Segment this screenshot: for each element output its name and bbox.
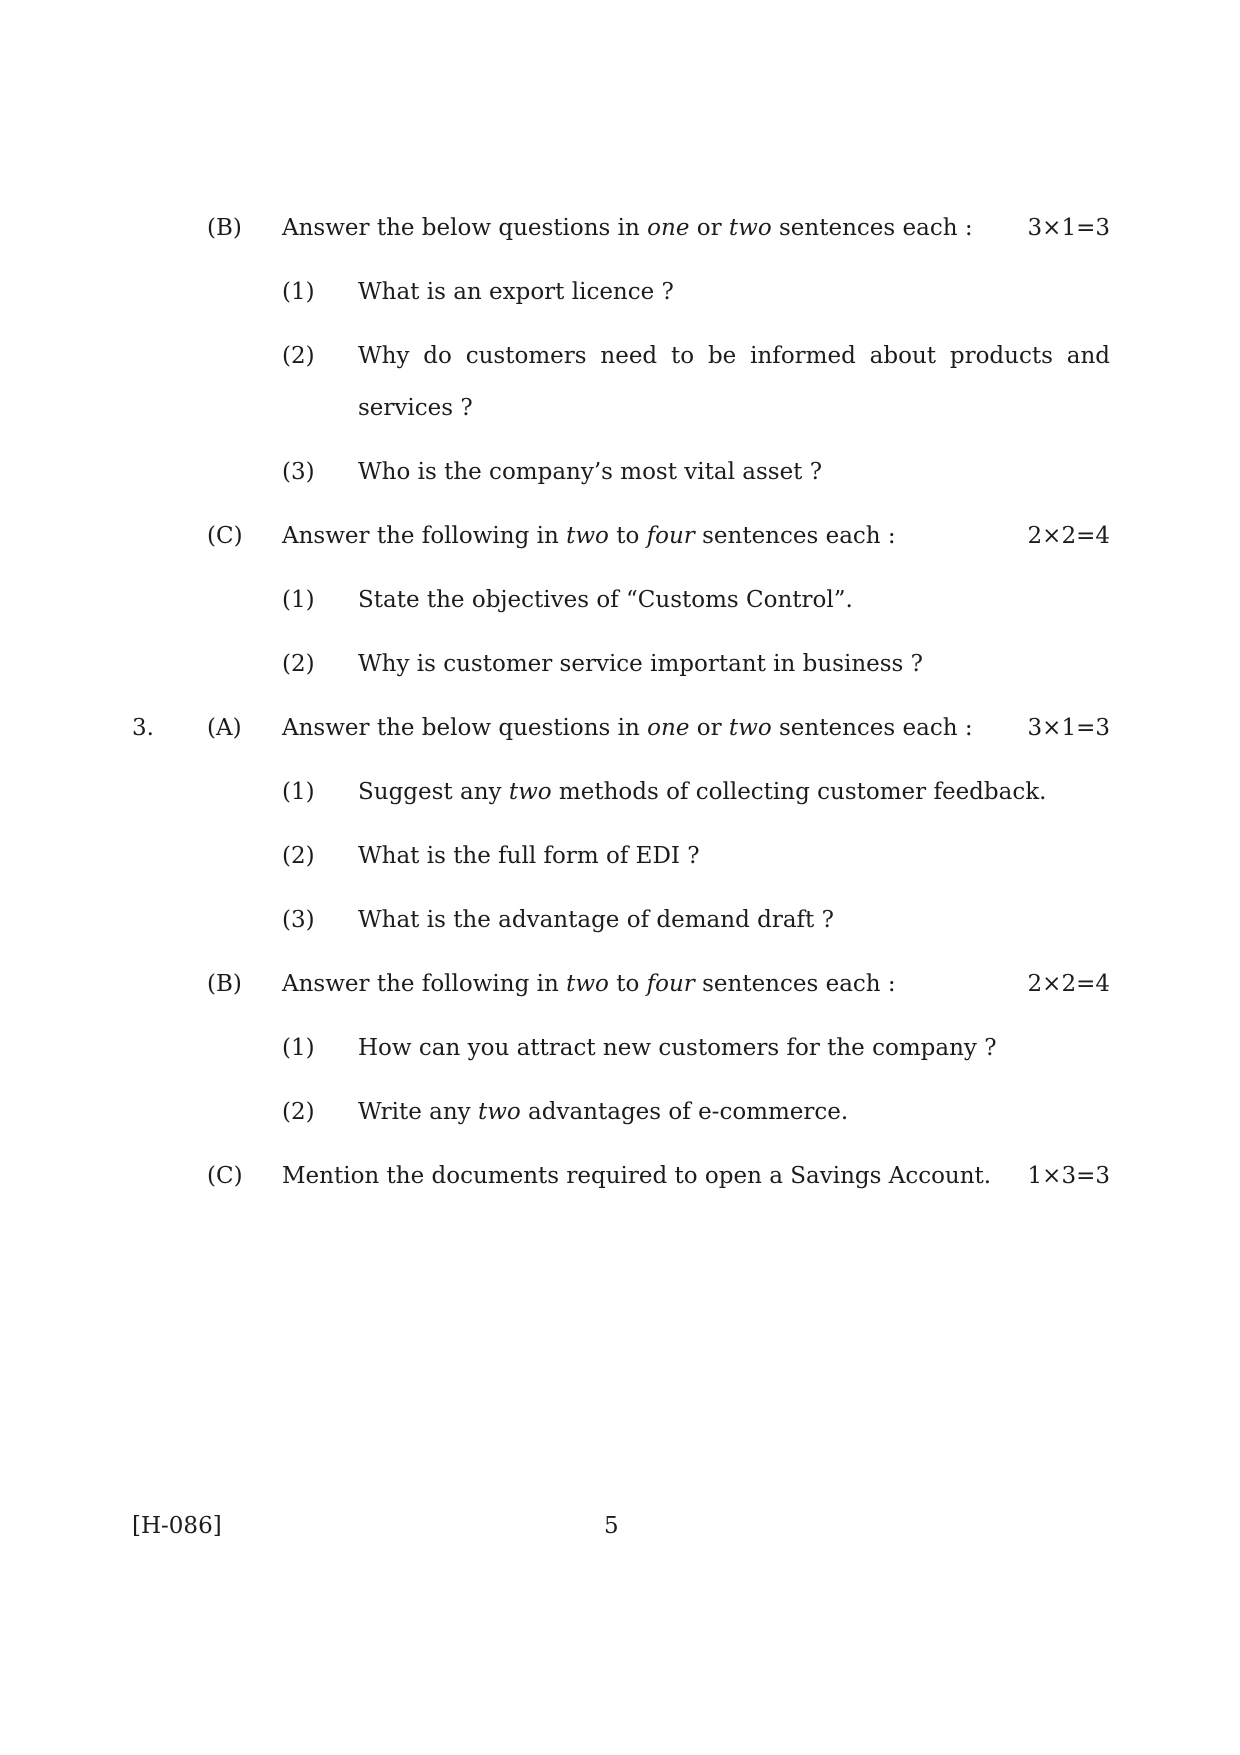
q3-b-item-2: [0, 1092, 1240, 1132]
q3-a-instruction-line: [0, 708, 1240, 748]
q3-c-instruction-line: [0, 1156, 1240, 1196]
q3-c-marks: 1×3=3: [1027, 1163, 1110, 1189]
q2-b-item-3: [0, 452, 1240, 492]
page-footer: [0, 1506, 1240, 1546]
q3-a-item-1-text: Suggest any two methods of collecting customer feedback.: [358, 779, 1047, 805]
q2-c-instruction: Answer the following in two to four sentences each :: [282, 523, 896, 549]
paper-code: [H-086]: [132, 1513, 222, 1539]
q3-a-item-3-text: What is the advantage of demand draft ?: [358, 907, 834, 933]
q2-c-item-1: [0, 580, 1240, 620]
q2-c-instruction-line: [0, 516, 1240, 556]
q3-a-item-1: [0, 772, 1240, 812]
q2-b-item-1-num: (1): [282, 279, 315, 305]
q2-b-item-2-continued: [0, 388, 1240, 428]
q3-a-label: (A): [207, 715, 242, 741]
q2-b-item-2-num: (2): [282, 343, 315, 369]
q2-b-item-1-text: What is an export licence ?: [358, 279, 674, 305]
q2-c-marks: 2×2=4: [1027, 523, 1110, 549]
q2-c-item-1-num: (1): [282, 587, 315, 613]
q3-a-item-2: [0, 836, 1240, 876]
q2-b-item-2-text-line2: services ?: [358, 395, 473, 421]
q3-b-item-1-num: (1): [282, 1035, 315, 1061]
q2-c-item-2-text: Why is customer service important in business ?: [358, 651, 924, 677]
q3-b-instruction: Answer the following in two to four sentences each :: [282, 971, 896, 997]
q3-b-marks: 2×2=4: [1027, 971, 1110, 997]
q2-b-item-1: [0, 272, 1240, 312]
q3-a-marks: 3×1=3: [1027, 715, 1110, 741]
q2-b-item-2-text-line1: Why do customers need to be informed about products and: [358, 343, 1110, 369]
q2-b-label: (B): [207, 215, 242, 241]
q3-b-label: (B): [207, 971, 242, 997]
q2-b-instruction-line: [0, 208, 1240, 248]
q2-b-instruction: Answer the below questions in one or two sentences each :: [282, 215, 973, 241]
q3-a-item-3-num: (3): [282, 907, 315, 933]
q3-b-item-2-num: (2): [282, 1099, 315, 1125]
q2-c-item-2: [0, 644, 1240, 684]
q3-a-instruction: Answer the below questions in one or two sentences each :: [282, 715, 973, 741]
q2-c-item-1-text: State the objectives of “Customs Control”.: [358, 587, 853, 613]
q3-b-item-2-text: Write any two advantages of e-commerce.: [358, 1099, 849, 1125]
q2-c-item-2-num: (2): [282, 651, 315, 677]
q3-b-item-1: [0, 1028, 1240, 1068]
q2-b-item-3-num: (3): [282, 459, 315, 485]
q2-b-item-2: [0, 336, 1240, 376]
q3-c-label: (C): [207, 1163, 243, 1189]
q3-a-item-2-text: What is the full form of EDI ?: [358, 843, 700, 869]
q3-number: 3.: [132, 715, 154, 741]
q3-b-instruction-line: [0, 964, 1240, 1004]
q3-a-item-1-num: (1): [282, 779, 315, 805]
q2-b-item-3-text: Who is the company’s most vital asset ?: [358, 459, 823, 485]
page-number: 5: [604, 1513, 619, 1539]
q3-b-item-1-text: How can you attract new customers for the company ?: [358, 1035, 997, 1061]
q3-a-item-3: [0, 900, 1240, 940]
q2-c-label: (C): [207, 523, 243, 549]
q2-b-marks: 3×1=3: [1027, 215, 1110, 241]
q3-a-item-2-num: (2): [282, 843, 315, 869]
q3-c-instruction: Mention the documents required to open a Savings Account.: [282, 1163, 992, 1189]
